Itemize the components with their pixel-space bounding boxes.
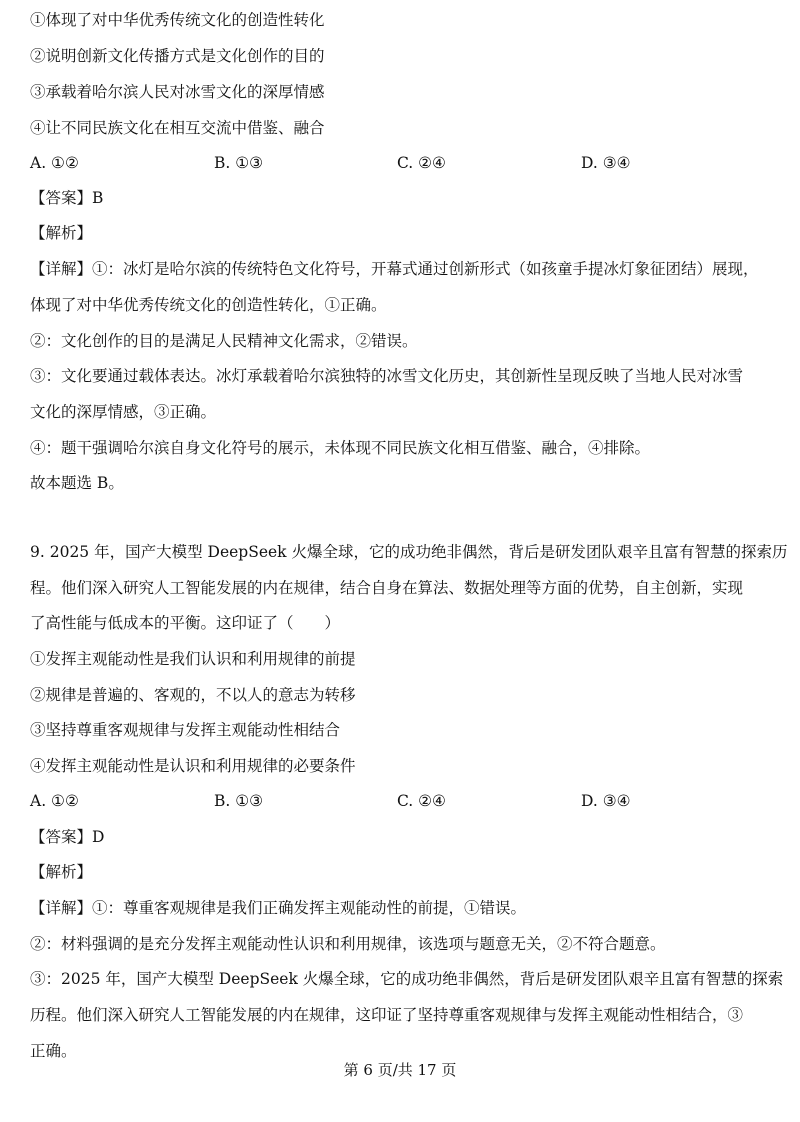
page-number: 第 6 页/共 17 页 (343, 1061, 457, 1079)
q8-conclusion: 故本题选 B。 (30, 474, 124, 492)
q9-answer: 【答案】D (30, 828, 105, 846)
q9-option-3: ③坚持尊重客观规律与发挥主观能动性相结合 (30, 721, 341, 739)
q9-stem-line-1: 9. 2025 年，国产大模型 DeepSeek 火爆全球，它的成功绝非偶然，背后是研发团队艰辛且富有智慧的探索历 (30, 543, 788, 561)
q8-answer: 【答案】B (30, 189, 104, 207)
q8-detail-line-3: ②：文化创作的目的是满足人民精神文化需求，②错误。 (30, 332, 418, 350)
q9-detail-line-5: 正确。 (30, 1042, 77, 1060)
q8-choice-c: C. ②④ (397, 154, 446, 172)
q9-choice-b: B. ①③ (214, 792, 264, 810)
q8-option-3: ③承载着哈尔滨人民对冰雪文化的深厚情感 (30, 83, 325, 101)
q9-choice-c: C. ②④ (397, 792, 446, 810)
q8-choices (30, 152, 770, 174)
q9-option-2: ②规律是普遍的、客观的，不以人的意志为转移 (30, 686, 356, 704)
q8-detail-line-1: 【详解】①：冰灯是哈尔滨的传统特色文化符号，开幕式通过创新形式（如孩童手提冰灯象征团结）展现， (30, 260, 759, 278)
q9-detail-line-3: ③：2025 年，国产大模型 DeepSeek 火爆全球，它的成功绝非偶然，背后是研发团队艰辛且富有智慧的探索 (30, 970, 784, 988)
q8-option-2: ②说明创新文化传播方式是文化创作的目的 (30, 47, 325, 65)
q9-choice-a: A. ①② (30, 792, 79, 810)
q8-detail-line-5: 文化的深厚情感，③正确。 (30, 403, 217, 421)
q9-choices (30, 790, 770, 812)
q8-choice-b: B. ①③ (214, 154, 264, 172)
q8-choice-a: A. ①② (30, 154, 79, 172)
q8-option-4: ④让不同民族文化在相互交流中借鉴、融合 (30, 119, 325, 137)
q9-analysis-label: 【解析】 (30, 863, 93, 881)
q9-stem-line-3: 了高性能与低成本的平衡。这印证了（ ） (30, 614, 341, 632)
q8-detail-line-4: ③：文化要通过载体表达。冰灯承载着哈尔滨独特的冰雪文化历史，其创新性呈现反映了当地人民对冰雪 (30, 367, 744, 385)
q8-detail-line-6: ④：题干强调哈尔滨自身文化符号的展示，未体现不同民族文化相互借鉴、融合，④排除。 (30, 439, 651, 457)
q8-detail-line-2: 体现了对中华优秀传统文化的创造性转化，①正确。 (30, 296, 387, 314)
q9-detail-line-1: 【详解】①：尊重客观规律是我们正确发挥主观能动性的前提，①错误。 (30, 899, 527, 917)
q8-choice-d: D. ③④ (581, 154, 631, 172)
q9-detail-line-4: 历程。他们深入研究人工智能发展的内在规律，这印证了坚持尊重客观规律与发挥主观能动性相结合，③ (30, 1006, 744, 1024)
q8-option-1: ①体现了对中华优秀传统文化的创造性转化 (30, 11, 325, 29)
q9-option-4: ④发挥主观能动性是认识和利用规律的必要条件 (30, 757, 356, 775)
q9-option-1: ①发挥主观能动性是我们认识和利用规律的前提 (30, 650, 356, 668)
q8-analysis-label: 【解析】 (30, 224, 93, 242)
q9-stem-line-2: 程。他们深入研究人工智能发展的内在规律，结合自身在算法、数据处理等方面的优势，自主创新，实现 (30, 579, 744, 597)
q9-detail-line-2: ②：材料强调的是充分发挥主观能动性认识和利用规律，该选项与题意无关，②不符合题意。 (30, 935, 666, 953)
q9-choice-d: D. ③④ (581, 792, 631, 810)
